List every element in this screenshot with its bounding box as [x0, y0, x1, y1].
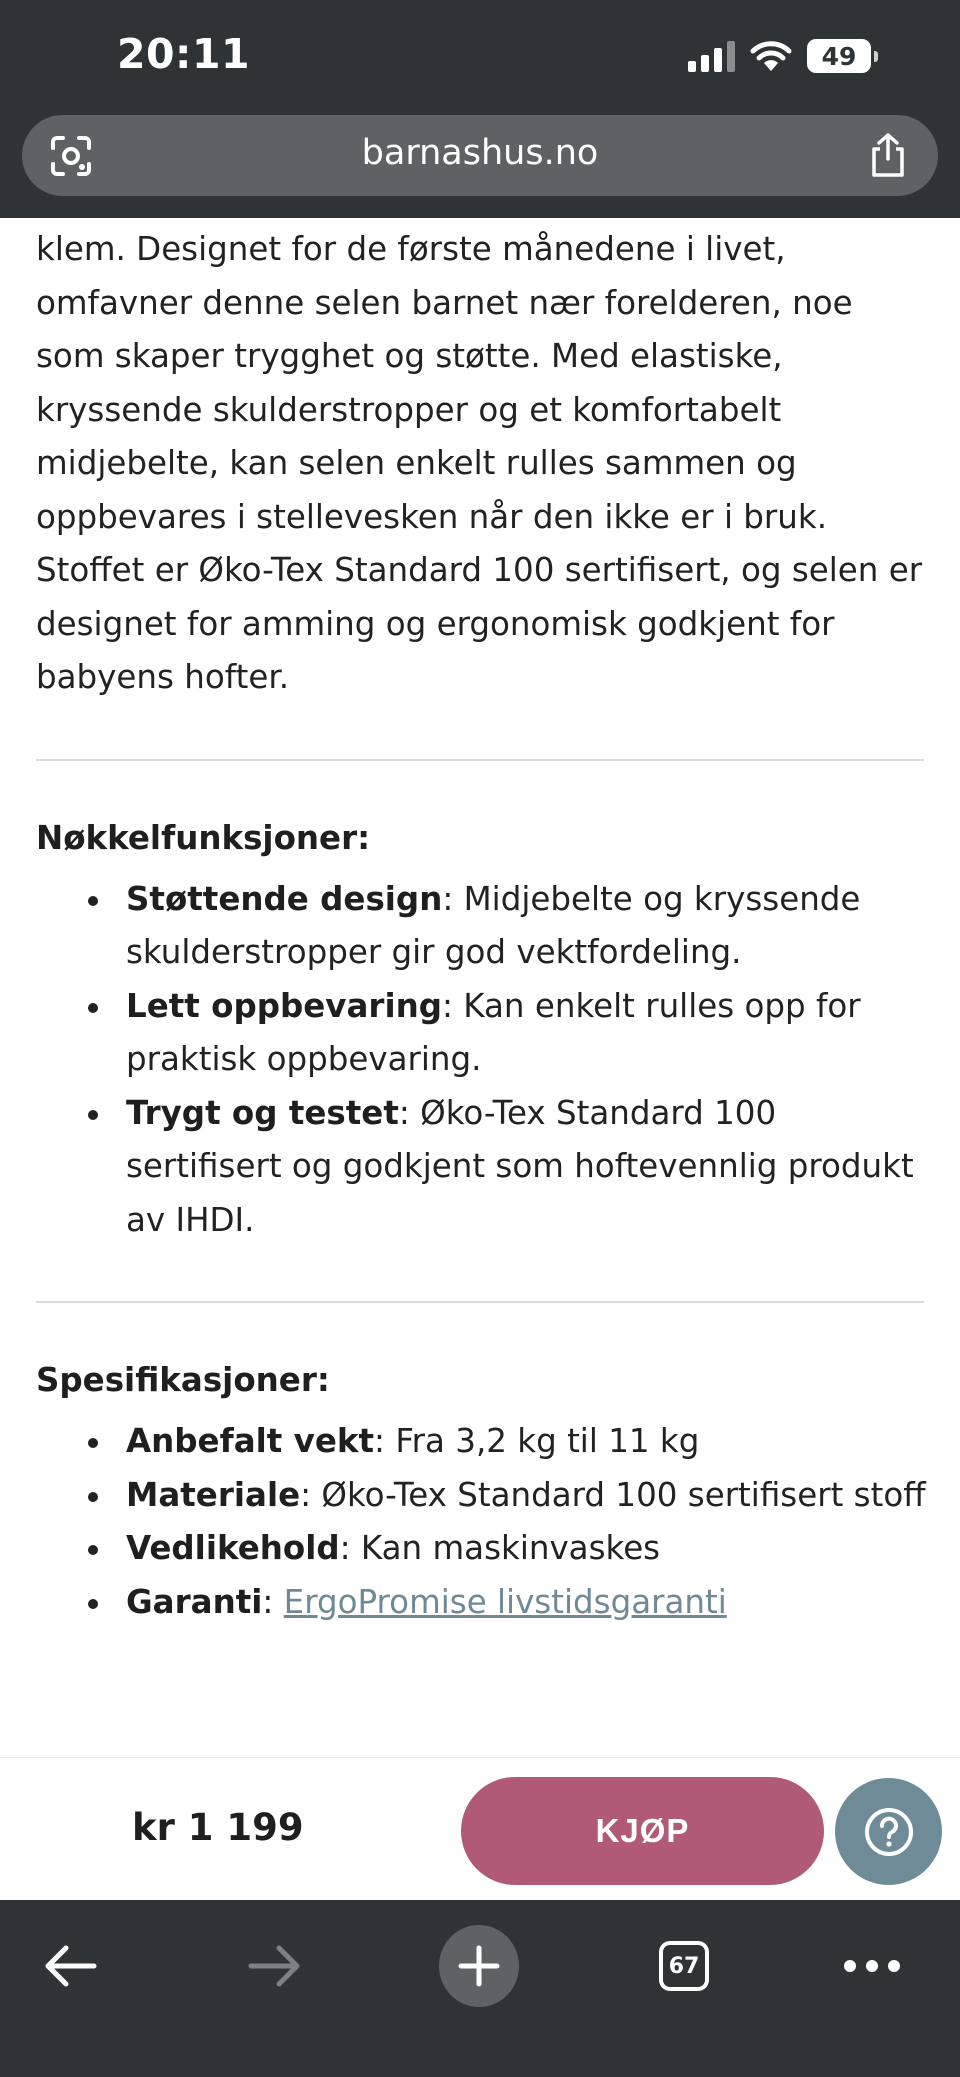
spec-title: Anbefalt vekt [126, 1422, 375, 1460]
spec-title: Garanti [126, 1582, 263, 1621]
forward-button[interactable] [235, 1926, 315, 2006]
forward-arrow-icon [247, 1943, 303, 1989]
list-item [36, 980, 926, 1087]
list-item [36, 873, 926, 980]
status-icons [688, 36, 871, 76]
more-dots-icon [842, 1958, 902, 1974]
cellular-signal-icon [688, 40, 735, 72]
help-button[interactable] [835, 1778, 942, 1885]
feature-text: : Kan enkelt rulles opp for praktisk oppbevaring. [126, 986, 861, 1078]
buy-bar [0, 1757, 960, 1900]
list-item [36, 1415, 926, 1469]
buy-button[interactable]: KJØP [461, 1777, 824, 1885]
tabs-button[interactable] [644, 1926, 724, 2006]
spec-text: : Øko-Tex Standard 100 sertifisert stoff [300, 1475, 926, 1514]
address-bar[interactable] [22, 115, 938, 196]
battery-icon: 49 [807, 39, 871, 73]
question-mark-icon [863, 1806, 915, 1858]
status-time: 20:11 [117, 30, 251, 78]
product-details [36, 218, 926, 1629]
specs-list [36, 1415, 926, 1629]
spec-title: Materiale [126, 1475, 301, 1514]
feature-text: : Midjebelte og kryssende skulderstropper gir god vektfordeling. [126, 879, 861, 971]
feature-title: Lett oppbevaring [126, 986, 442, 1025]
spec-separator: : [262, 1582, 284, 1621]
back-button[interactable] [30, 1926, 110, 2006]
warranty-link[interactable]: ErgoPromise livstidsgaranti [283, 1582, 727, 1621]
spec-title: Vedlikehold [126, 1529, 340, 1567]
browser-toolbar [0, 1900, 960, 2077]
features-heading: Nøkkelfunksjoner: [36, 818, 371, 857]
feature-title: Trygt og testet [126, 1093, 399, 1132]
section-divider [36, 759, 924, 761]
list-item [36, 1522, 926, 1576]
product-description: klem. Designet for de første månedene i livet, omfavner denne selen barnet nær forelderen, noe som skaper trygghet og støtte. Med elastiske, kryssende skulderstropper og et komfortabelt midjebelte, kan selen enkelt rulles sammen og oppbevares i stellevesken når den ikke er i bruk. Stoffet er Øko-Tex Standard 100 sertifisert, og selen er designet for amming og ergonomisk godkjent for babyens hofter. [36, 230, 923, 696]
menu-button[interactable] [832, 1926, 912, 2006]
specs-heading: Spesifikasjoner: [36, 1361, 330, 1399]
feature-title: Støttende design [126, 879, 443, 918]
section-divider [36, 1301, 924, 1303]
spec-text: : Fra 3,2 kg til 11 kg [374, 1422, 700, 1460]
plus-icon [439, 1925, 519, 2007]
new-tab-button[interactable] [439, 1926, 519, 2006]
list-item [36, 1087, 926, 1248]
url-text[interactable]: barnashus.no [361, 133, 599, 173]
wifi-icon [749, 39, 793, 73]
tabs-icon: 67 [659, 1941, 709, 1991]
product-price: kr 1 199 [132, 1806, 304, 1849]
browser-top-chrome [0, 0, 960, 218]
spec-text: : Kan maskinvaskes [339, 1529, 661, 1567]
back-arrow-icon [42, 1943, 98, 1989]
features-list [36, 873, 926, 1248]
list-item [36, 1576, 926, 1630]
feature-text: : Øko-Tex Standard 100 sertifisert og godkjent som hoftevennlig produkt av IHDI. [126, 1093, 914, 1239]
share-icon[interactable] [866, 131, 910, 179]
list-item [36, 1469, 926, 1523]
